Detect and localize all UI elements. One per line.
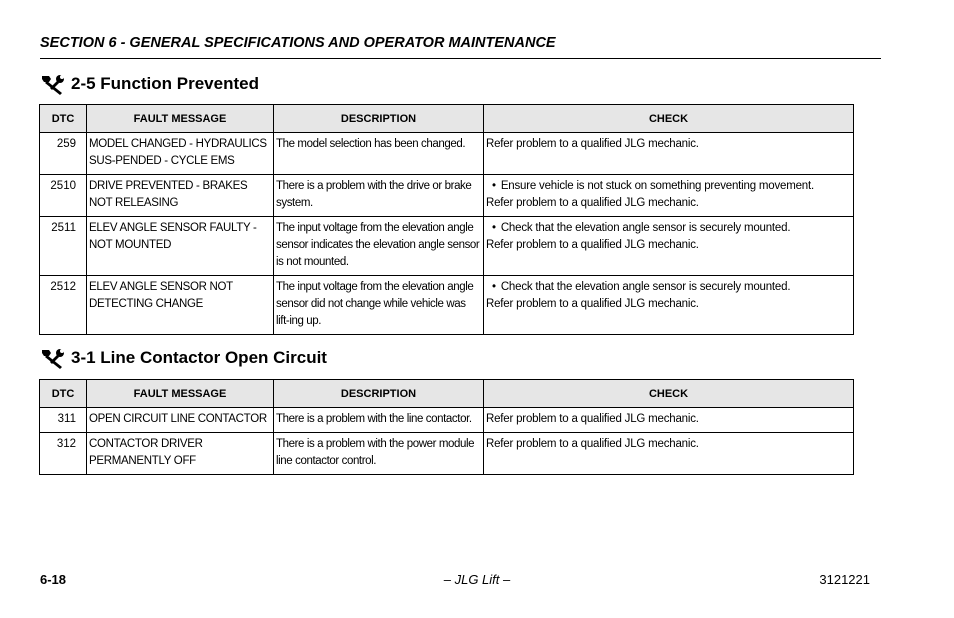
fault-cell: CONTACTOR DRIVER PERMANENTLY OFF bbox=[87, 433, 274, 475]
fault-cell: OPEN CIRCUIT LINE CONTACTOR bbox=[87, 408, 274, 433]
check-cell bbox=[484, 408, 854, 433]
description-cell: The model selection has been changed. bbox=[274, 133, 484, 175]
dtc-cell: 311 bbox=[40, 408, 87, 433]
fault-cell: ELEV ANGLE SENSOR NOT DETECTING CHANGE bbox=[87, 276, 274, 335]
table-row bbox=[40, 276, 854, 335]
header-dtc: DTC bbox=[40, 380, 87, 408]
heading-line-contactor-open-circuit bbox=[40, 347, 327, 369]
check-cell bbox=[484, 276, 854, 335]
fault-table-function-prevented bbox=[39, 104, 854, 335]
wrench-hammer-icon bbox=[40, 73, 66, 95]
header-dtc: DTC bbox=[40, 105, 87, 133]
dtc-cell: 259 bbox=[40, 133, 87, 175]
description-cell: The input voltage from the elevation angle sensor did not change while vehicle was lift-ing up. bbox=[274, 276, 484, 335]
check-bullet: • Ensure vehicle is not stuck on something preventing movement. bbox=[486, 178, 851, 195]
check-cell bbox=[484, 433, 854, 475]
check-text: Refer problem to a qualified JLG mechanic. bbox=[486, 197, 699, 209]
table-row bbox=[40, 133, 854, 175]
description-cell: The input voltage from the elevation angle sensor indicates the elevation angle sensor is not mounted. bbox=[274, 217, 484, 276]
dtc-cell: 2512 bbox=[40, 276, 87, 335]
fault-table-line-contactor bbox=[39, 379, 854, 475]
check-bullet: • Check that the elevation angle sensor is securely mounted. bbox=[486, 279, 851, 296]
table-row bbox=[40, 175, 854, 217]
table-header-row bbox=[40, 380, 854, 408]
header-check: CHECK bbox=[484, 380, 854, 408]
heading-text: 2-5 Function Prevented bbox=[71, 74, 259, 93]
wrench-hammer-icon bbox=[40, 347, 66, 369]
check-cell bbox=[484, 133, 854, 175]
dtc-cell: 2511 bbox=[40, 217, 87, 276]
description-cell: There is a problem with the line contactor. bbox=[274, 408, 484, 433]
header-fault-message: FAULT MESSAGE bbox=[87, 105, 274, 133]
check-text: Refer problem to a qualified JLG mechanic. bbox=[486, 298, 699, 310]
header-description: DESCRIPTION bbox=[274, 380, 484, 408]
fault-cell: ELEV ANGLE SENSOR FAULTY - NOT MOUNTED bbox=[87, 217, 274, 276]
check-text: Refer problem to a qualified JLG mechanic. bbox=[486, 239, 699, 251]
header-rule bbox=[40, 58, 881, 59]
page-number: 6-18 bbox=[40, 572, 67, 587]
table-header-row bbox=[40, 105, 854, 133]
check-bullet: • Check that the elevation angle sensor is securely mounted. bbox=[486, 220, 851, 237]
check-cell bbox=[484, 217, 854, 276]
table-row bbox=[40, 408, 854, 433]
header-description: DESCRIPTION bbox=[274, 105, 484, 133]
document-number: 3121221 bbox=[819, 572, 870, 587]
fault-cell: MODEL CHANGED - HYDRAULICS SUS-PENDED - CYCLE EMS bbox=[87, 133, 274, 175]
footer-brand: – JLG Lift – bbox=[443, 572, 511, 587]
check-cell bbox=[484, 175, 854, 217]
section-title: SECTION 6 - GENERAL SPECIFICATIONS AND OPERATOR MAINTENANCE bbox=[40, 35, 556, 51]
check-text: Refer problem to a qualified JLG mechanic. bbox=[486, 413, 699, 425]
table-row bbox=[40, 433, 854, 475]
description-cell: There is a problem with the drive or brake system. bbox=[274, 175, 484, 217]
dtc-cell: 2510 bbox=[40, 175, 87, 217]
dtc-cell: 312 bbox=[40, 433, 87, 475]
description-cell: There is a problem with the power module line contactor control. bbox=[274, 433, 484, 475]
check-text: Refer problem to a qualified JLG mechanic. bbox=[486, 438, 699, 450]
table-row bbox=[40, 217, 854, 276]
heading-function-prevented bbox=[40, 73, 259, 95]
heading-text: 3-1 Line Contactor Open Circuit bbox=[71, 348, 327, 367]
header-fault-message: FAULT MESSAGE bbox=[87, 380, 274, 408]
fault-cell: DRIVE PREVENTED - BRAKES NOT RELEASING bbox=[87, 175, 274, 217]
header-check: CHECK bbox=[484, 105, 854, 133]
check-text: Refer problem to a qualified JLG mechanic. bbox=[486, 138, 699, 150]
